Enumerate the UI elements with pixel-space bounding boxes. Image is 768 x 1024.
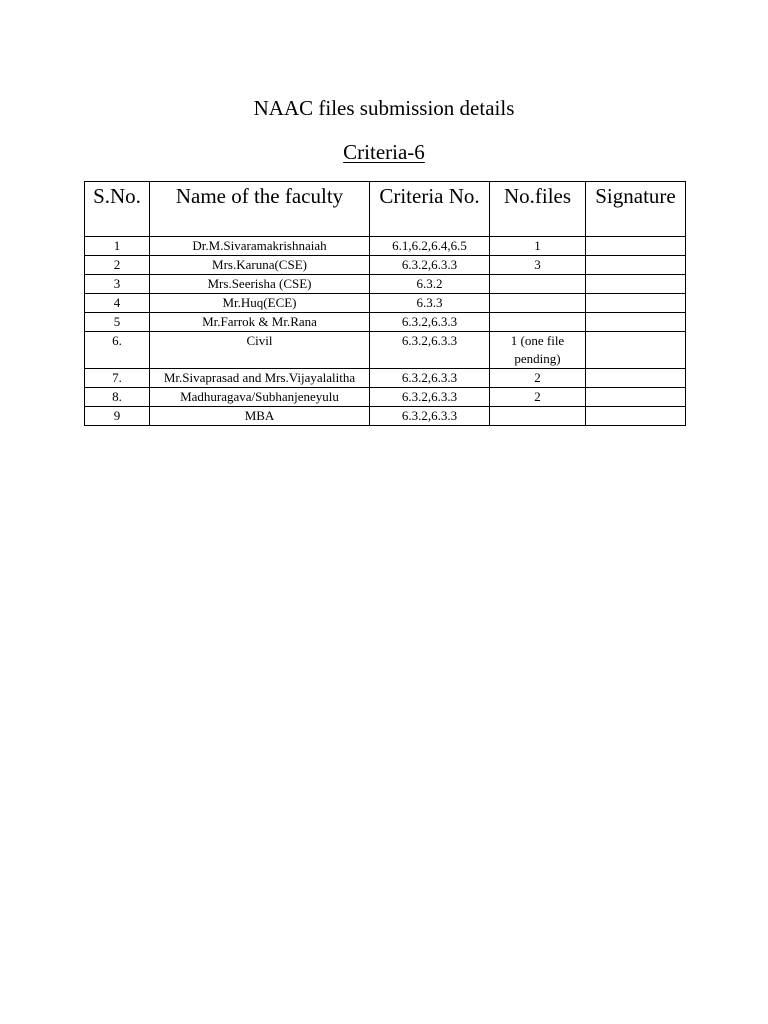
cell-sno: 8. [85,388,150,407]
cell-signature [586,237,686,256]
cell-criteria: 6.1,6.2,6.4,6.5 [370,237,490,256]
subtitle-text: Criteria-6 [343,140,425,164]
table-row [85,313,686,332]
cell-name: Mr.Farrok & Mr.Rana [150,313,370,332]
cell-files [490,407,586,426]
table-row [85,369,686,388]
table-header-row [85,182,686,237]
header-signature: Signature [586,182,686,237]
cell-files: 1 (one file pending) [490,332,586,369]
cell-signature [586,256,686,275]
cell-criteria: 6.3.2,6.3.3 [370,369,490,388]
cell-name: MBA [150,407,370,426]
cell-criteria: 6.3.3 [370,294,490,313]
table-row [85,237,686,256]
cell-name: Mr.Huq(ECE) [150,294,370,313]
cell-signature [586,313,686,332]
cell-files: 1 [490,237,586,256]
cell-criteria: 6.3.2,6.3.3 [370,313,490,332]
cell-criteria: 6.3.2 [370,275,490,294]
cell-sno: 4 [85,294,150,313]
table-row [85,294,686,313]
cell-files [490,275,586,294]
cell-criteria: 6.3.2,6.3.3 [370,407,490,426]
cell-name: Civil [150,332,370,369]
cell-files [490,313,586,332]
table-row [85,332,686,369]
header-criteria: Criteria No. [370,182,490,237]
cell-sno: 6. [85,332,150,369]
cell-name: Mrs.Karuna(CSE) [150,256,370,275]
cell-signature [586,388,686,407]
cell-sno: 5 [85,313,150,332]
cell-criteria: 6.3.2,6.3.3 [370,332,490,369]
table-row [85,256,686,275]
table-row [85,407,686,426]
cell-criteria: 6.3.2,6.3.3 [370,388,490,407]
cell-sno: 2 [85,256,150,275]
cell-sno: 3 [85,275,150,294]
submission-table [84,181,686,426]
cell-sno: 9 [85,407,150,426]
cell-signature [586,407,686,426]
document-subtitle [0,139,768,165]
cell-signature [586,275,686,294]
header-name: Name of the faculty [150,182,370,237]
table-row [85,275,686,294]
cell-signature [586,294,686,313]
cell-files: 2 [490,369,586,388]
cell-files: 3 [490,256,586,275]
header-sno: S.No. [85,182,150,237]
cell-name: Mrs.Seerisha (CSE) [150,275,370,294]
cell-name: Dr.M.Sivaramakrishnaiah [150,237,370,256]
cell-signature [586,332,686,369]
cell-files [490,294,586,313]
header-files: No.files [490,182,586,237]
cell-sno: 1 [85,237,150,256]
cell-files: 2 [490,388,586,407]
cell-signature [586,369,686,388]
document-title: NAAC files submission details [253,96,515,120]
table-row [85,388,686,407]
cell-sno: 7. [85,369,150,388]
cell-name: Madhuragava/Subhanjeneyulu [150,388,370,407]
cell-criteria: 6.3.2,6.3.3 [370,256,490,275]
cell-name: Mr.Sivaprasad and Mrs.Vijayalalitha [150,369,370,388]
